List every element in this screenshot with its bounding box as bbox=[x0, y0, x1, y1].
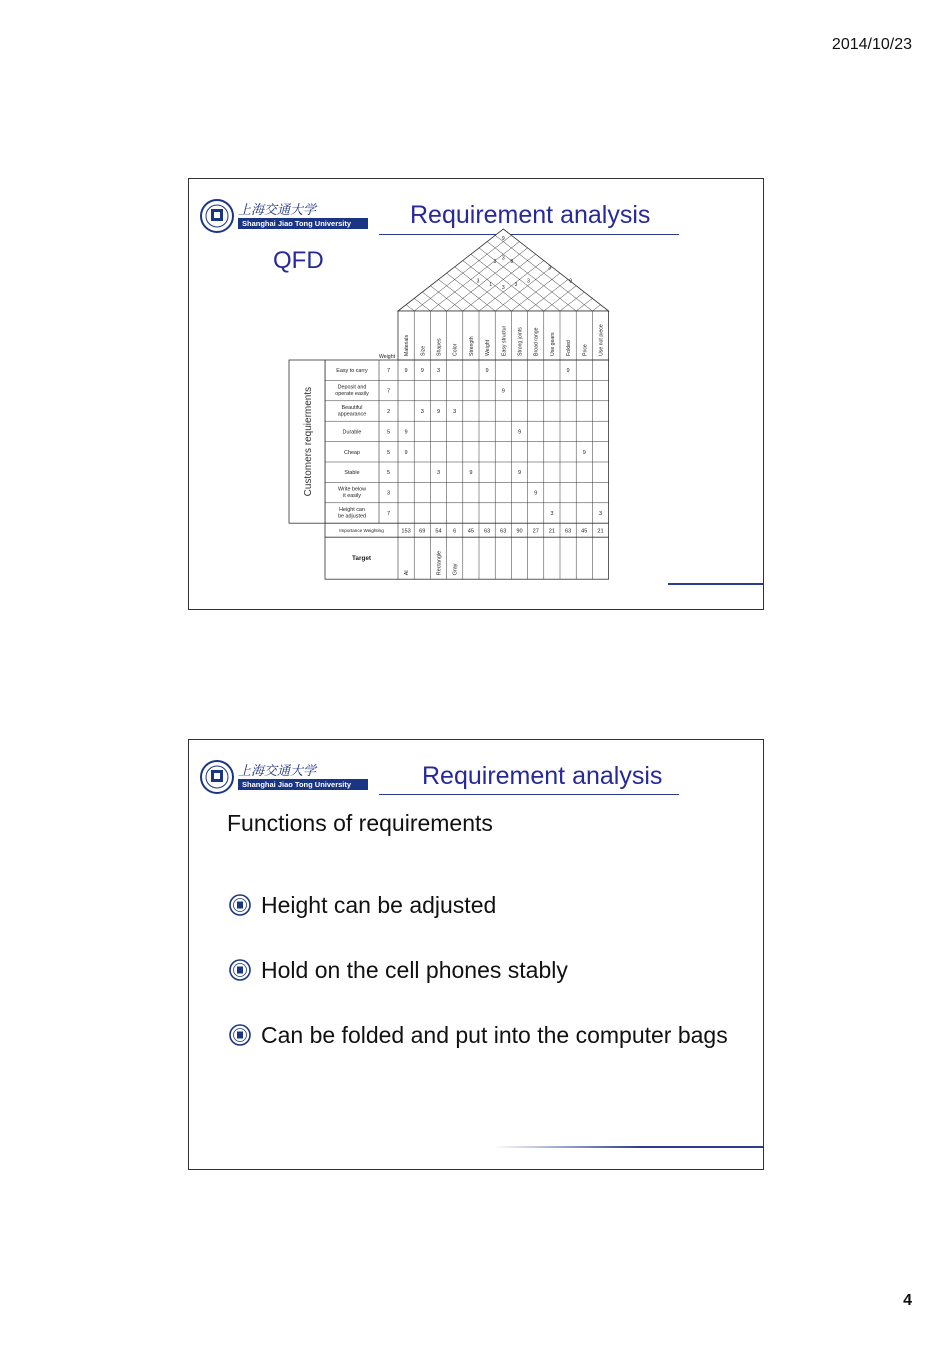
qfd-row-weight: 7 bbox=[386, 368, 391, 375]
qfd-cell-value: 9 bbox=[404, 449, 408, 456]
title-rule bbox=[379, 794, 679, 795]
qfd-importance-value: 6 bbox=[453, 528, 457, 535]
qfd-cell-value: 3 bbox=[436, 470, 441, 477]
qfd-column-label: Use gears bbox=[549, 332, 556, 356]
qfd-importance-value: 153 bbox=[401, 528, 411, 535]
slide-title: Requirement analysis bbox=[410, 201, 651, 229]
slide-bottom-bar bbox=[493, 1146, 763, 1148]
qfd-column-label: Materials bbox=[404, 334, 411, 356]
qfd-importance-value: 45 bbox=[581, 528, 588, 535]
qfd-roof-value: 3 bbox=[501, 285, 505, 292]
qfd-row-label: Write below bbox=[337, 486, 367, 493]
qfd-importance-value: 63 bbox=[564, 528, 572, 535]
qfd-row-weight: 7 bbox=[386, 511, 391, 517]
functions-heading: Functions of requirements bbox=[227, 810, 493, 836]
list-item bbox=[229, 890, 749, 921]
qfd-row-label: Deposit and bbox=[337, 384, 367, 391]
qfd-row-label: appearance bbox=[337, 411, 367, 418]
qfd-cell-value: 3 bbox=[420, 409, 424, 415]
qfd-column-label: Weight bbox=[485, 339, 492, 356]
qfd-row-weight: 7 bbox=[386, 388, 391, 395]
qfd-cell-value: 9 bbox=[566, 368, 570, 375]
qfd-column-label: Size bbox=[420, 345, 427, 356]
qfd-roof-value: 1 bbox=[489, 281, 493, 288]
qfd-cell-value: 9 bbox=[534, 490, 538, 497]
logo-english-bar: Shanghai Jiao Tong University bbox=[238, 779, 374, 790]
qfd-cell-value: 9 bbox=[420, 368, 424, 375]
qfd-column-label: Easy structur bbox=[501, 325, 508, 356]
qfd-roof-value: 3 bbox=[548, 265, 552, 272]
qfd-row-label: be adjusted bbox=[338, 513, 366, 520]
header-date: 2014/10/23 bbox=[831, 36, 912, 53]
qfd-row-weight: 3 bbox=[386, 490, 391, 497]
qfd-row-weight: 5 bbox=[386, 470, 391, 477]
qfd-cell-value: 9 bbox=[485, 368, 489, 375]
qfd-cell-value: 9 bbox=[404, 368, 408, 375]
list-item-text: Can be folded and put into the computer bags bbox=[261, 1022, 728, 1048]
university-seal-icon bbox=[200, 760, 234, 794]
qfd-cell-value: 9 bbox=[469, 470, 473, 477]
seal-bullet-icon bbox=[229, 1024, 251, 1046]
qfd-row-label: operate easily bbox=[335, 390, 369, 397]
qfd-importance-value: 45 bbox=[467, 528, 475, 535]
university-logo bbox=[200, 760, 380, 798]
qfd-cell-value: 9 bbox=[517, 429, 522, 436]
slide-functions bbox=[188, 739, 764, 1170]
logo-english-bar: Shanghai Jiao Tong University bbox=[238, 218, 374, 229]
logo-chinese-text: 上海交通大学 bbox=[238, 764, 317, 779]
list-item-text: Height can be adjusted bbox=[261, 892, 497, 918]
qfd-row-label: Beautiful bbox=[341, 404, 363, 411]
qfd-column-label: Strong joints bbox=[517, 327, 524, 356]
qfd-roof-value: 3 bbox=[527, 278, 530, 285]
qfd-row-label: Easy to carry bbox=[336, 368, 368, 375]
qfd-importance-value: 63 bbox=[483, 528, 491, 535]
qfd-roof-value: 3 bbox=[476, 278, 480, 285]
qfd-label: QFD bbox=[273, 247, 324, 274]
qfd-cell-value: 3 bbox=[436, 368, 441, 375]
qfd-row-weight: 5 bbox=[386, 429, 391, 436]
qfd-cell-value: 9 bbox=[582, 449, 586, 456]
qfd-target-value: Al bbox=[404, 570, 411, 576]
qfd-row-label: Stable bbox=[344, 470, 360, 477]
logo-chinese-text: 上海交通大学 bbox=[238, 203, 317, 218]
seal-bullet-icon bbox=[229, 959, 251, 981]
qfd-row-weight: 2 bbox=[386, 409, 391, 415]
qfd-column-label: Use not piece bbox=[598, 324, 605, 356]
qfd-row-label: Height can bbox=[339, 506, 365, 513]
qfd-importance-value: 21 bbox=[548, 528, 556, 535]
page-number: 4 bbox=[903, 1292, 912, 1309]
qfd-target-value: Gray bbox=[452, 563, 459, 576]
qfd-cell-value: 3 bbox=[453, 409, 457, 415]
qfd-row-label: it easily bbox=[343, 492, 361, 499]
qfd-roof-value: 3 bbox=[501, 255, 505, 262]
qfd-cell-value: 9 bbox=[404, 429, 408, 436]
qfd-column-label: Price bbox=[582, 344, 589, 356]
qfd-cell-value: 3 bbox=[550, 511, 554, 517]
list-item bbox=[229, 1020, 749, 1051]
qfd-column-label: Folded bbox=[566, 340, 573, 356]
qfd-cell-value: 9 bbox=[436, 409, 441, 415]
slide-bottom-bar bbox=[668, 583, 763, 585]
qfd-cell-value: 3 bbox=[598, 511, 603, 517]
qfd-roof-value: 9 bbox=[510, 258, 514, 265]
qfd-roof-value: 9 bbox=[501, 235, 505, 242]
qfd-side-label: Customers requierments bbox=[303, 386, 314, 497]
qfd-column-label: Strength bbox=[468, 336, 475, 356]
qfd-cell-value: 9 bbox=[517, 470, 522, 477]
qfd-roof-value: 3 bbox=[493, 258, 497, 265]
qfd-importance-value: 69 bbox=[419, 528, 426, 535]
qfd-row-weight: 5 bbox=[386, 449, 391, 456]
qfd-importance-value: 54 bbox=[435, 528, 442, 535]
qfd-importance-value: 21 bbox=[597, 528, 604, 535]
seal-bullet-icon bbox=[229, 894, 251, 916]
qfd-matrix-svg bbox=[189, 179, 763, 609]
qfd-target-label: Target bbox=[351, 555, 372, 563]
qfd-importance-value: 27 bbox=[532, 528, 539, 535]
requirements-list bbox=[229, 890, 749, 1051]
list-item bbox=[229, 955, 749, 986]
qfd-importance-label: Importance Weighting bbox=[339, 528, 384, 534]
qfd-importance-value: 63 bbox=[500, 528, 507, 535]
qfd-column-label: Color bbox=[452, 343, 459, 356]
qfd-row-label: Cheap bbox=[344, 449, 360, 456]
qfd-importance-value: 90 bbox=[516, 528, 523, 535]
qfd-roof-value: 3 bbox=[514, 281, 518, 288]
qfd-roof-value: 9 bbox=[569, 278, 573, 285]
qfd-row-label: Durable bbox=[342, 429, 362, 436]
list-item-text: Hold on the cell phones stably bbox=[261, 957, 568, 983]
qfd-weight-label: Weight bbox=[378, 354, 396, 360]
qfd-target-value: Rectangle bbox=[436, 550, 443, 576]
slide-qfd bbox=[188, 178, 764, 610]
qfd-column-label: Broad range bbox=[533, 327, 540, 356]
qfd-column-label: Shapes bbox=[436, 338, 443, 356]
qfd-cell-value: 9 bbox=[501, 388, 505, 395]
slide-title: Requirement analysis bbox=[422, 762, 663, 790]
